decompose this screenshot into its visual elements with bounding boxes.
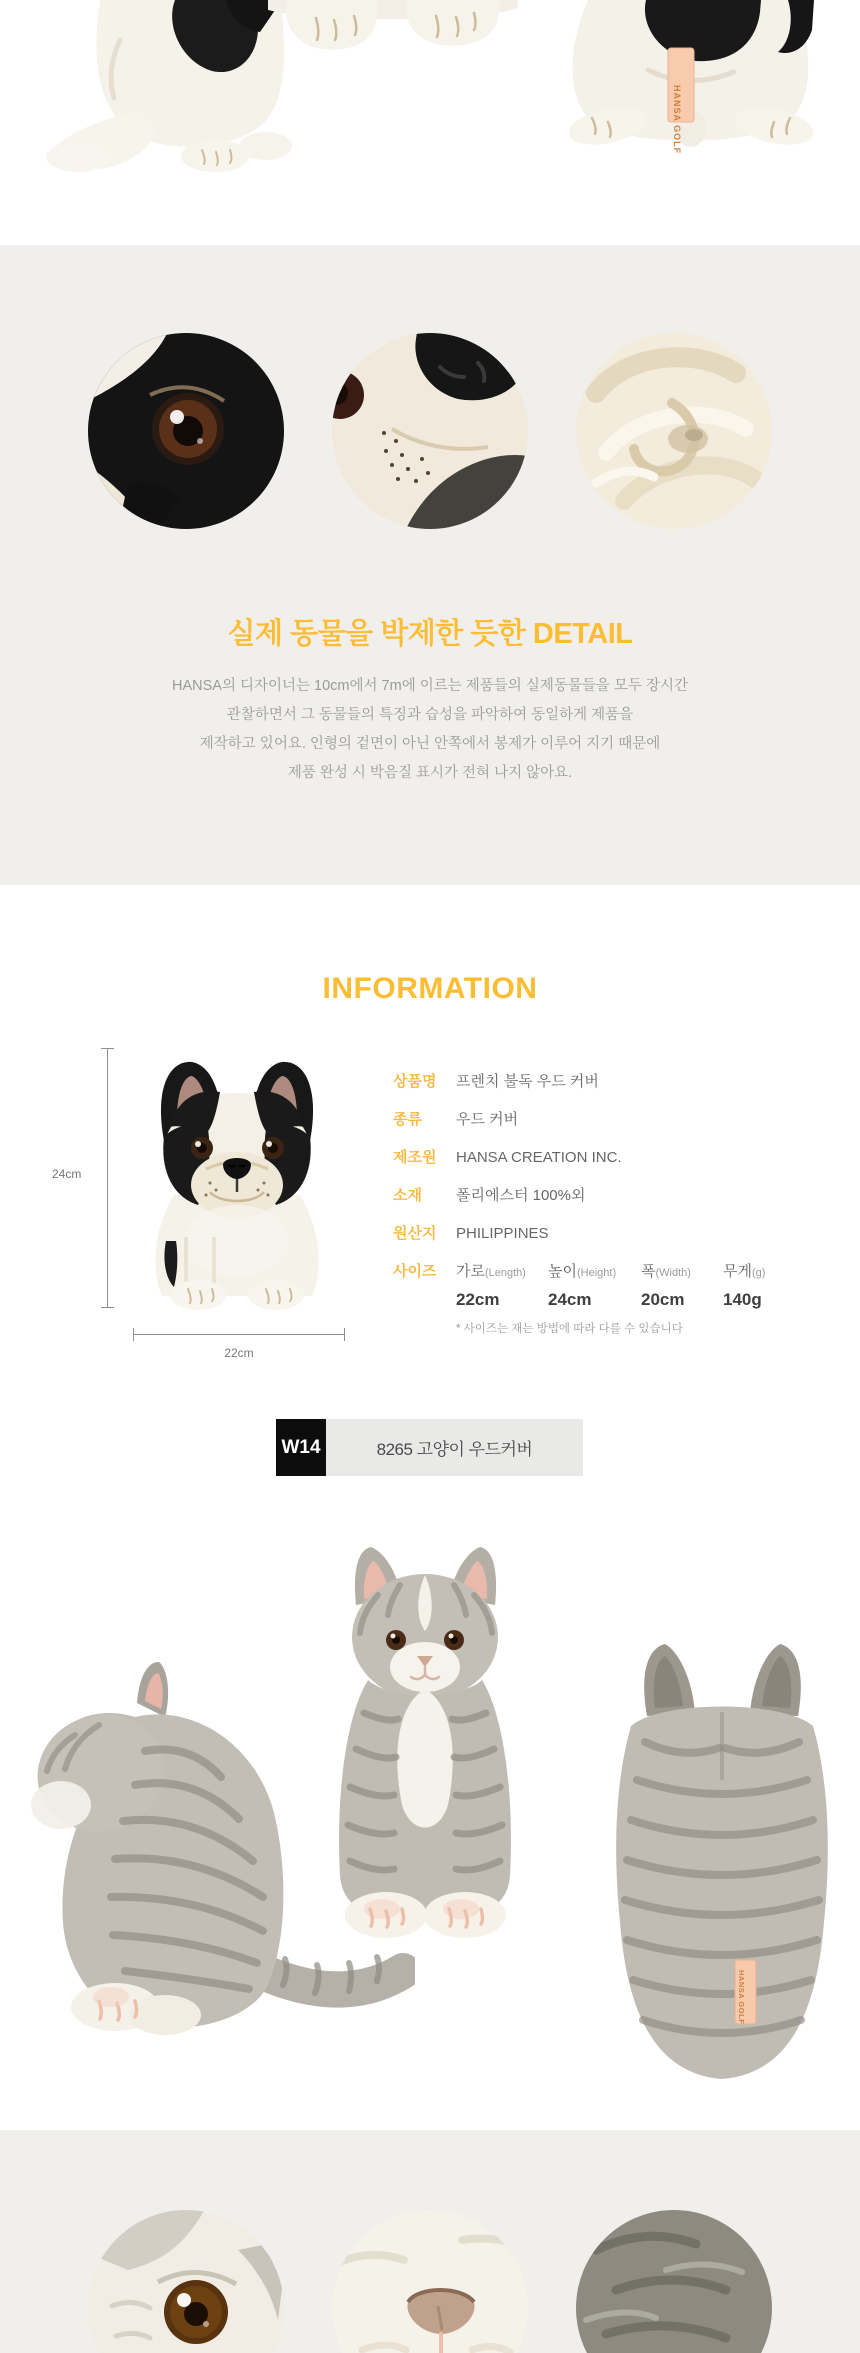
plush-fabric-closeup-photo	[576, 333, 772, 529]
hansa-tag-label: HANSA GOLF	[672, 85, 682, 155]
size-name: 높이	[548, 1263, 577, 1280]
height-dimension-label: 24cm	[52, 1167, 82, 1181]
size-unit: (Length)	[484, 1267, 526, 1279]
model-name-label: 8265 고양이 우드커버	[326, 1419, 583, 1476]
model-bar	[276, 1419, 583, 1476]
size-note: * 사이즈는 재는 방법에 따라 다를 수 있습니다	[456, 1323, 683, 1335]
spec-label: 상품명	[393, 1073, 437, 1090]
size-unit: (Width)	[655, 1267, 691, 1279]
cat-ear-closeup-photo	[576, 2210, 772, 2353]
size-value: 20cm	[641, 1290, 685, 1309]
paragraph-line: HANSA의 디자이너는 10cm에서 7m에 이르는 제품들의 실제동물들을 모두 장시간	[172, 677, 688, 694]
paragraph-line: 제작하고 있어요. 인형의 겉면이 아닌 안쪽에서 봉제가 이루어 지기 때문에	[199, 735, 661, 752]
information-heading: INFORMATION	[322, 971, 538, 1005]
dog-muzzle-closeup-photo	[332, 333, 528, 529]
hansa-tag	[735, 1960, 756, 2024]
spec-value: 프렌치 불독 우드 커버	[456, 1073, 599, 1090]
size-name: 무게	[723, 1263, 752, 1280]
spec-row-material	[393, 1184, 833, 1205]
size-col-height	[548, 1260, 641, 1310]
spec-value: 우드 커버	[456, 1111, 519, 1128]
dog-photo-strip	[0, 0, 860, 245]
paragraph-line: 관찰하면서 그 동물들의 특징과 습성을 파악하여 동일하게 제품을	[226, 706, 634, 723]
dog-photo-right-fragment	[548, 0, 833, 162]
spec-row-origin	[393, 1222, 833, 1243]
cat-detail-circles	[0, 2210, 860, 2353]
spec-row-product-name	[393, 1070, 833, 1091]
size-unit: (g)	[751, 1267, 766, 1279]
spec-label: 원산지	[393, 1225, 437, 1242]
cat-eye-closeup-photo	[88, 2210, 284, 2353]
detail-section-cat	[0, 2130, 860, 2353]
dog-eye-closeup-photo	[88, 333, 284, 529]
detail-paragraph	[0, 672, 860, 788]
spec-row-type	[393, 1108, 833, 1129]
cat-nose-closeup-photo	[332, 2210, 528, 2353]
information-section	[0, 885, 860, 2130]
spec-value: PHILIPPINES	[456, 1225, 549, 1242]
spec-label: 소재	[393, 1187, 422, 1204]
height-dimension-line	[101, 1048, 114, 1308]
dog-photo-middle-fragment	[268, 0, 518, 66]
hansa-tag-label: HANSA GOLF	[737, 1970, 746, 2025]
spec-label: 종류	[393, 1111, 422, 1128]
size-unit: (Height)	[576, 1267, 617, 1279]
spec-value: HANSA CREATION INC.	[456, 1149, 622, 1166]
width-dimension-label: 22cm	[224, 1346, 254, 1360]
detail-heading: 실제 동물을 박제한 듯한 DETAIL	[227, 618, 633, 651]
cat-photo-group	[0, 1515, 860, 2115]
cat-photo-back-view	[585, 1630, 860, 2115]
spec-table	[393, 1070, 833, 1336]
width-dimension-line	[133, 1328, 345, 1341]
cat-photo-front-view	[308, 1543, 543, 1953]
size-value: 22cm	[456, 1290, 500, 1309]
size-col-weight	[723, 1260, 803, 1310]
size-value: 24cm	[548, 1290, 592, 1309]
size-col-width	[641, 1260, 723, 1310]
size-columns	[456, 1260, 803, 1310]
spec-label: 제조원	[393, 1149, 437, 1166]
size-name: 가로	[456, 1263, 485, 1280]
model-code-badge: W14	[276, 1419, 326, 1476]
spec-value: 폴리에스터 100%외	[456, 1187, 586, 1204]
spec-row-manufacturer	[393, 1146, 833, 1167]
dog-detail-circles	[0, 333, 860, 529]
size-name: 폭	[641, 1263, 656, 1280]
spec-row-size	[393, 1260, 833, 1336]
detail-section-dog	[0, 245, 860, 885]
size-col-length	[456, 1260, 548, 1310]
product-photo-french-bulldog	[126, 1045, 348, 1313]
paragraph-line: 제품 완성 시 박음질 표시가 전혀 나지 않아요.	[287, 764, 573, 781]
spec-label: 사이즈	[393, 1263, 437, 1280]
product-info-block	[0, 1040, 860, 1380]
size-value: 140g	[723, 1290, 762, 1309]
